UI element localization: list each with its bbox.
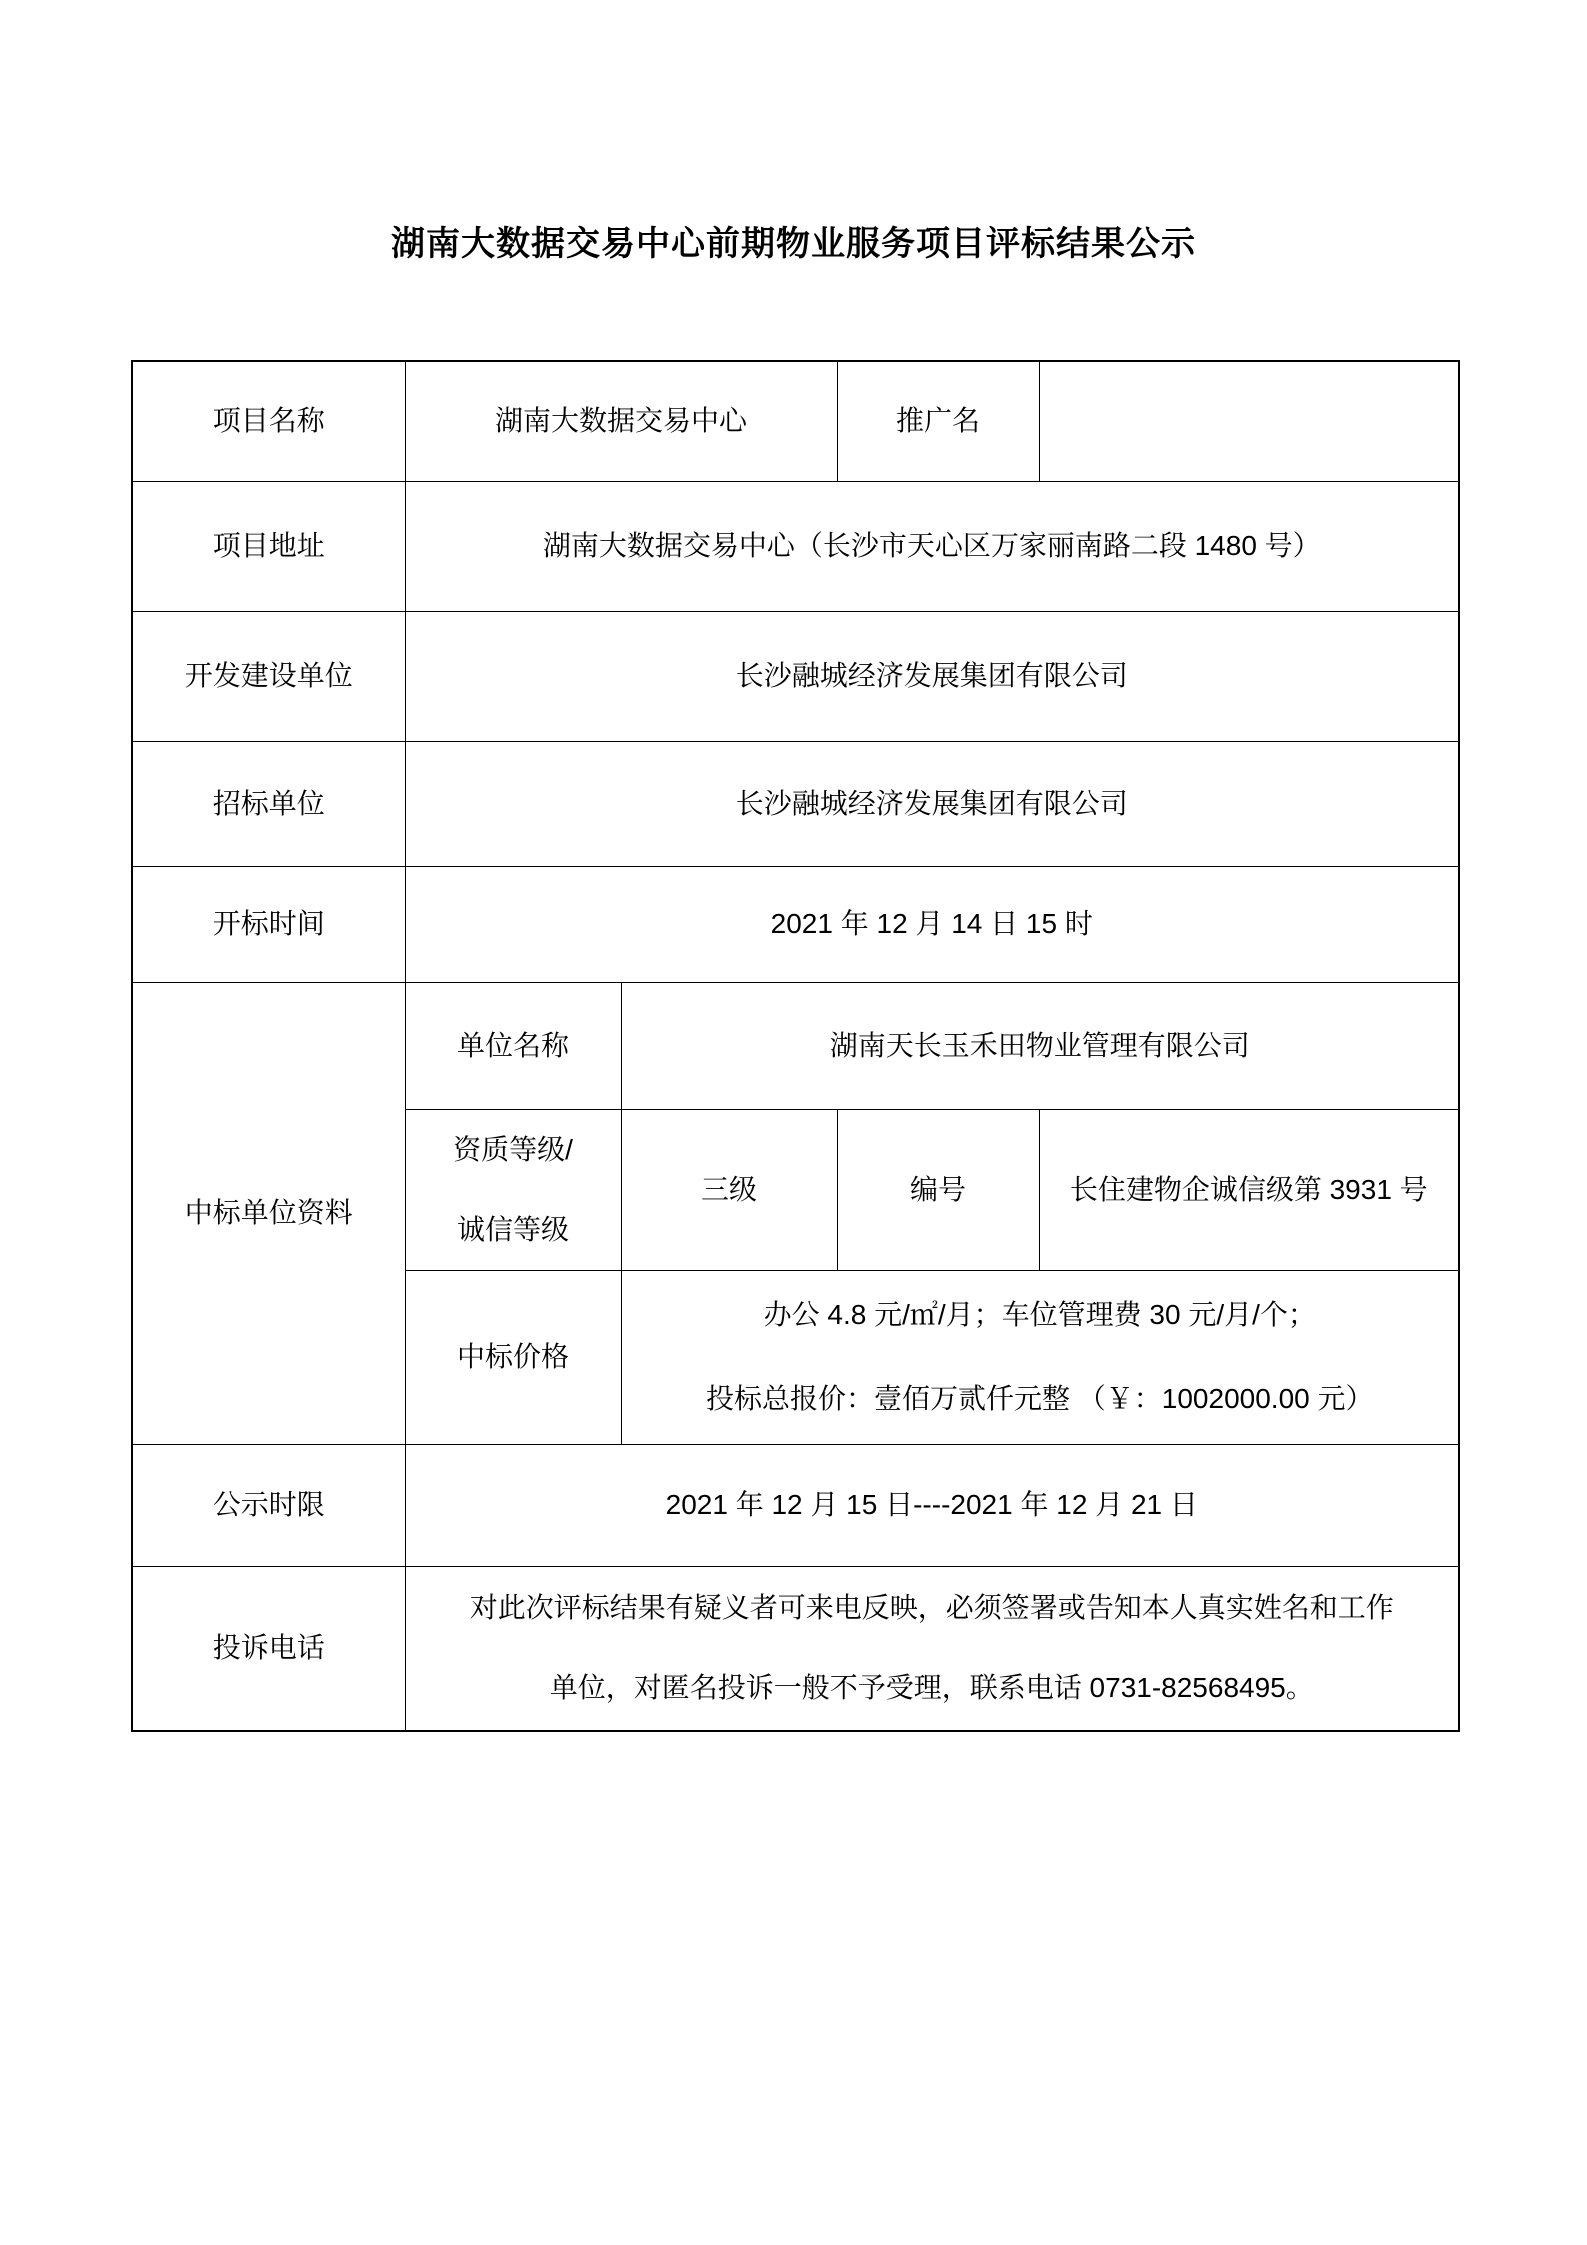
table-row-project-address — [132, 481, 1459, 611]
tenderer-label: 招标单位 — [132, 741, 405, 866]
complaint-phone-label: 投诉电话 — [132, 1566, 405, 1731]
table-row-complaint-phone — [132, 1566, 1459, 1731]
winner-price-value — [621, 1270, 1459, 1444]
developer-label: 开发建设单位 — [132, 611, 405, 741]
table-row-bid-opening-time — [132, 866, 1459, 982]
bid-result-table — [131, 360, 1460, 1732]
winner-info-label: 中标单位资料 — [132, 982, 405, 1444]
winner-company-label: 单位名称 — [405, 982, 621, 1109]
developer-value: 长沙融城经济发展集团有限公司 — [405, 611, 1459, 741]
tenderer-value: 长沙融城经济发展集团有限公司 — [405, 741, 1459, 866]
qualification-number-label: 编号 — [837, 1109, 1039, 1270]
winner-price-line1: 办公 4.8 元/㎡/月；车位管理费 30 元/月/个； — [763, 1299, 1316, 1330]
complaint-phone-value — [405, 1566, 1459, 1731]
table-row-project-name — [132, 361, 1459, 481]
winner-company-value: 湖南天长玉禾田物业管理有限公司 — [621, 982, 1459, 1109]
winner-price-label: 中标价格 — [405, 1270, 621, 1444]
qualification-grade: 三级 — [621, 1109, 837, 1270]
promo-name-label: 推广名 — [837, 361, 1039, 481]
qualification-label — [405, 1109, 621, 1270]
table-row-publicity-period — [132, 1444, 1459, 1566]
bid-opening-time-label: 开标时间 — [132, 866, 405, 982]
bid-opening-time-value: 2021 年 12 月 14 日 15 时 — [405, 866, 1459, 982]
project-name-label: 项目名称 — [132, 361, 405, 481]
project-address-label: 项目地址 — [132, 481, 405, 611]
table-row-developer — [132, 611, 1459, 741]
qualification-number-value: 长住建物企诚信级第 3931 号 — [1039, 1109, 1459, 1270]
qualification-label-line1: 资质等级/ — [453, 1133, 573, 1165]
project-name-value: 湖南大数据交易中心 — [405, 361, 837, 481]
complaint-phone-line1: 对此次评标结果有疑义者可来电反映，必须签署或告知本人真实姓名和工作 — [469, 1592, 1394, 1624]
qualification-label-line2: 诚信等级 — [456, 1213, 569, 1245]
complaint-phone-line2: 单位，对匿名投诉一般不予受理，联系电话 0731-82568495。 — [549, 1672, 1314, 1704]
promo-name-value — [1039, 361, 1459, 481]
publicity-period-value: 2021 年 12 月 15 日----2021 年 12 月 21 日 — [405, 1444, 1459, 1566]
publicity-period-label: 公示时限 — [132, 1444, 405, 1566]
winner-price-line2: 投标总报价：壹佰万贰仟元整 （￥：1002000.00 元） — [706, 1383, 1374, 1414]
table-row-winner-company — [132, 982, 1459, 1109]
table-row-tenderer — [132, 741, 1459, 866]
project-address-value: 湖南大数据交易中心（长沙市天心区万家丽南路二段 1480 号） — [405, 481, 1459, 611]
page-title: 湖南大数据交易中心前期物业服务项目评标结果公示 — [391, 225, 1196, 263]
